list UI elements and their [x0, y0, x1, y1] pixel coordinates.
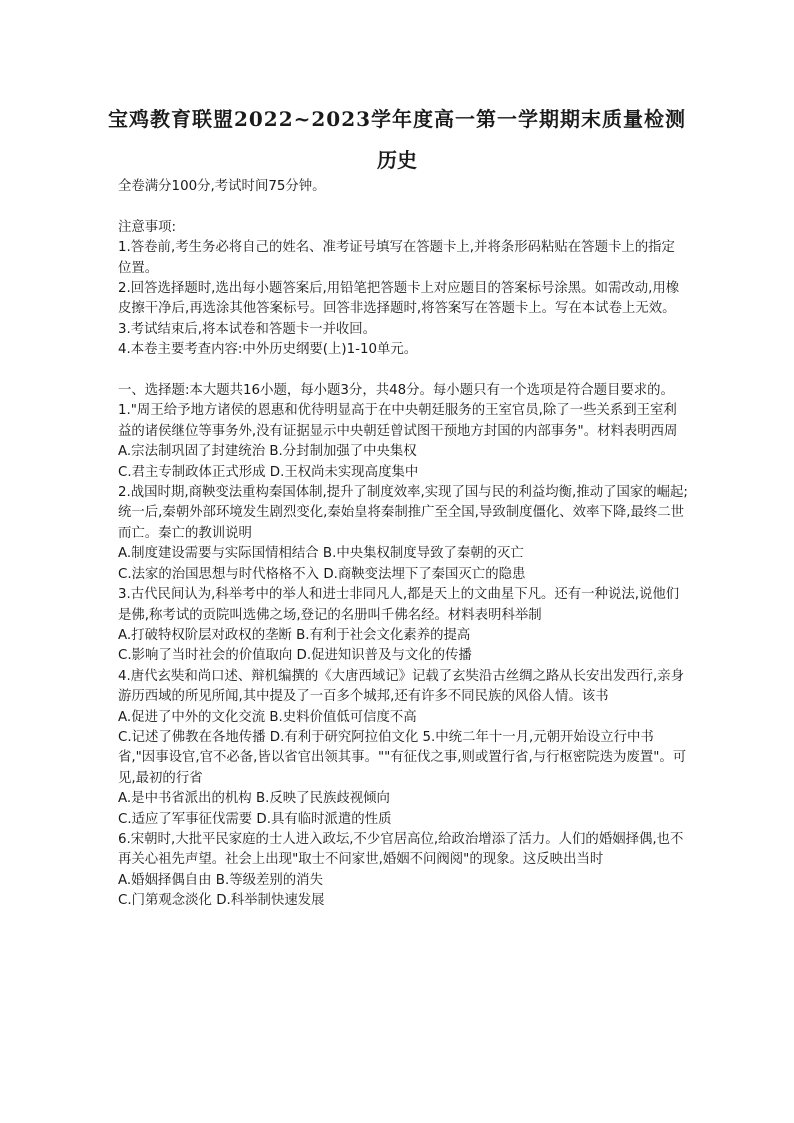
- note-item: 1.答卷前,考生务必将自己的姓名、准考证号填写在答题卡上,并将条形码粘贴在答题卡上的指定位置。: [118, 240, 675, 276]
- notes-heading: 注意事项:: [118, 219, 177, 235]
- question-stem: 4.唐代玄奘和尚口述、辩机编撰的《大唐西域记》记载了玄奘沿古丝绸之路从长安出发西行,亲身游历西域的所见所闻,其中提及了一百多个城邦,还有许多不同民族的风俗人情。该书: [118, 668, 685, 705]
- question-option: A.打破特权阶层对政权的垄断 B.有利于社会文化素养的提高: [118, 627, 471, 643]
- section-heading: 一、选择题:本大题共16小题，每小题3分，共48分。每小题只有一个选项是符合题目要求的。: [118, 383, 674, 399]
- question-stem: 1."周王给予地方诸侯的恩惠和优待明显高于在中央朝廷服务的王室官员,除了一些关系到王室利益的诸侯继位等事务外,没有证据显示中央朝廷曾试图干预地方封国的内部事务"。材料表明西周: [118, 403, 678, 439]
- question-option: A.是中书省派出的机构 B.反映了民族歧视倾向: [118, 791, 390, 807]
- question-option: C.君主专制政体正式形成 D.王权尚未实现高度集中: [118, 464, 419, 480]
- question-option: C.影响了当时社会的价值取向 D.促进知识普及与文化的传播: [118, 648, 472, 664]
- question-option: A.宗法制巩固了封建统治 B.分封制加强了中央集权: [118, 444, 417, 460]
- exam-subject: 历史: [377, 148, 417, 172]
- question-option: A.婚姻择偶自由 B.等级差别的消失: [118, 872, 323, 888]
- note-item: 2.回答选择题时,选出每小题答案后,用铅笔把答题卡上对应题目的答案标号涂黑。如需改动,用橡皮擦干净后,再选涂其他答案标号。回答非选择题时,将答案写在答题卡上。写在本试卷上无效。: [118, 281, 680, 317]
- exam-body: [118, 177, 688, 912]
- question-stem: 2.战国时期,商鞅变法重构秦国体制,提升了制度效率,实现了国与民的利益均衡,推动了国家的崛起;统一后,秦朝外部环境发生剧烈变化,秦始皇将秦制推广至全国,导致制度僵化、效率下降,最终二世而亡。秦亡的教训说明: [118, 485, 688, 541]
- question-option: C.记述了佛教在各地传播 D.有利于研究阿拉伯文化 5.中统二年十一月,元朝开始设立行中书省,"因事设官,官不必备,皆以省官出领其事。""有征伐之事,则或置行省,与行枢密院迭为废置"。可见,最初的行省: [118, 729, 687, 786]
- exam-intro: 全卷满分100分,考试时间75分钟。: [118, 179, 326, 194]
- exam-title: 宝鸡教育联盟2022~2023学年度高一第一学期期末质量检测: [107, 107, 687, 131]
- note-item: 4.本卷主要考查内容:中外历史纲要(上)1-10单元。: [118, 342, 418, 358]
- question-option: C.适应了军事征伐需要 D.具有临时派遣的性质: [118, 811, 392, 827]
- question-stem: 3.古代民间认为,科举考中的举人和进士非同凡人,都是天上的文曲星下凡。还有一种说法,说他们是佛,称考试的贡院叫选佛之场,登记的名册叫千佛名经。材料表明科举制: [118, 587, 680, 623]
- question-option: C.法家的治国思想与时代格格不入 D.商鞅变法埋下了秦国灭亡的隐患: [118, 566, 526, 582]
- question-option: A.制度建设需要与实际国情相结合 B.中央集权制度导致了秦朝的灭亡: [118, 546, 524, 562]
- question-option: C.门第观念淡化 D.科举制快速发展: [118, 893, 325, 909]
- question-stem: 6.宋朝时,大批平民家庭的士人进入政坛,不少官居高位,给政治增添了活力。人们的婚姻择偶,也不再关心祖先声望。社会上出现"取士不问家世,婚姻不问阀阅"的现象。这反映出当时: [118, 831, 684, 868]
- question-option: A.促进了中外的文化交流 B.史料价值低可信度不高: [118, 709, 417, 725]
- note-item: 3.考试结束后,将本试卷和答题卡一并收回。: [118, 321, 377, 337]
